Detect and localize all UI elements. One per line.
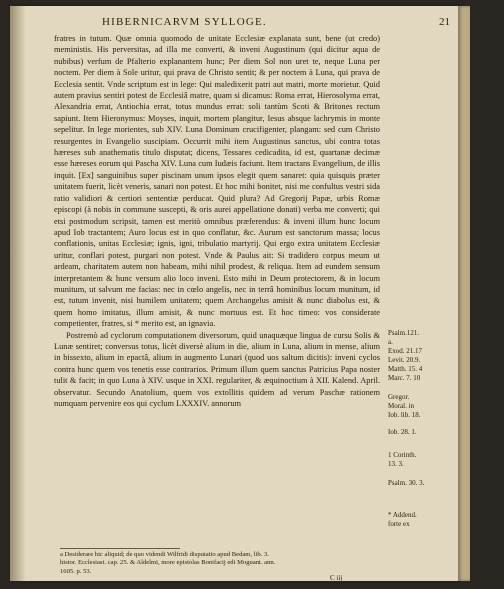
footnotes [60,548,424,576]
footnote-line: histor. Ecclesiast. cap. 25. & Aldelmi, more epistolas Bonifacij edi Moguant. ann. [60,559,276,567]
margin-note: Psalm. 30. 3. [388,479,425,487]
margin-note: Gregor. [388,393,410,401]
margin-note: Matth. 15. 4 [388,365,423,373]
binding-gutter [10,6,26,581]
margin-note: Moral. in [388,402,415,410]
margin-note: * Addend. [388,511,417,519]
margin-note: 1 Corinth. [388,451,417,459]
margin-note: Levit. 20.9. [388,356,421,364]
running-header [62,16,450,30]
paragraph: fratres in tutum. Quæ omnia quomodo de unitate Ecclesiæ explanata sunt, bene (ut credo) meministis. His perversitas, ad illa me converti, & inveni Augustinum (qui dicitur aqua de nubibus) verfum de Pfalterio explanantem hunc; Per diem Sol non uret te, neque Luna per noctem. Per diem à Sole uritur, qui prava de Christo sentit; & per noctem à Luna, qui prava de Ecclesia sentit. Vnde scriptum est in lege: Qui maledixerit patri aut matri, morte morietur. Quid autem pravius sentiri potest de Ecclesiâ matre, quam si dicamus: Roma errat, Hierosolyma errat, Alexandria errat, Antiochia errat, totus mundus errat: soli tantùm Scoti & Britones rectum sapiunt. Item Hieronymus: Moyses, inquit, mortem plangitur, Iesus absque lachrymis in monte sepelitur. In lege morientes, sub XIV. Luna Dominum crucifigenter, plangam: sed cum Christo resurgentes in Evangelio suscipiam. Occurrit mihi item Augustinus sanctus, ubi contra totas hæreses sub anathematis titulo disputat; dicens, Tessares cedicadita, id est, quartanæ decimæ esse hæreses eorum qui Pascha XIV. Luna cum Iudæis faciunt. Item tractans Evangelium, de illis inquit. [Ex] sanguinibus super piscinam unum ipsos elegit quem sanaret: quia quisquis præter unitatem fuerit, licèt veneris, sanari non potest. Et hoc mihi bonitet, nisi me confultus vestri sida ratio validiori & certiori sententiæ perducat. Quid plura? Ad Gregorij Papæ, urbis Romæ episcopi (à nobis in commune suscepti, & oris aurei appellatione donati) verba me converti; qui etsi postmodum scripsit, tamen est meritò omnibus præferendus: & inveni illum hunc locum apud Iob tractantem; Auro locus est in quo conflatur, &c. Aurum est sanctorum massa; locus conflationis, unitas Ecclesiæ; ignis, igni, tribulatio martyrij. Qui ergo extra unitatem Ecclesiæ uritur, conflari potest, purgari non potest. Vnde & Paulus ait: Si tradidero corpus meum ut ardeam, charitatem autem non habeam, mihi nihil prodest, & reliqua. Item ad eundem sensum interpretantem & hunc versum alio loco inveni. Esto mihi in Deum protectorem, & in locum munitum, ut salvum me facias: nec in cœlo angelis, nec in terrâ hominibus locum munitum, id est, tutum invenit, nisi humilem unitatem; quem Archangelus amisit & nunc diabolus est, & quem homo imitatus, illum amisit, & nunc mortuus est. Et hoc timeo: vos considerate competienter, fratres, si * merito est, an ignavia. [54,34,380,329]
margin-note: Psalm.121. [388,329,420,337]
margin-note: a. [388,338,393,346]
main-text [54,33,380,409]
page-number: 21 [439,16,450,28]
running-title: HIBERNICARVM SYLLOGE. [102,16,267,28]
book-page [10,6,458,581]
margin-note: Marc. 7. 10 [388,374,421,382]
margin-note: Iob. lib. 18. [388,411,421,419]
footnote-rule [60,548,180,549]
footnote-line: 1605. p. 53. [60,567,92,575]
catchword: C iij [330,574,343,582]
margin-note: forte ex [388,520,410,528]
margin-note: Iob. 28. 1. [388,428,417,436]
paragraph: Postremò ad cyclorum computationem diversorum, quid unaquæque lingua de cursu Solis & Lunæ sentiret; conversus totus, licèt diversè alium in die, alium in Luna, alium in mense, alium in bissexto, alium in epactâ, alium in augmento Lunari (quod uos saltum dicitis): inveni cyclos contra hunc quem vos tenetis esse contrarios. Primum illum quem sanctus Patricius Papa noster tulit & facit; in quo Luna à XIV. usque in XXI. regulariter, & æquinoctium à XII. Kalend. April. observatur. Secundo Anatolium, quem vos extollitis quidem ad verum Paschæ rationem numquam pervenire eos qui cyclum LXXXIV. annorum [54,330,380,408]
footnote-line: a Desiderare hic aliquid; de quo videndi Wilfridi disputatio apud Bedam, lib. 3. [60,551,269,558]
margin-note: Exod. 21.17 [388,347,423,355]
margin-note: 13. 3. [388,460,404,468]
